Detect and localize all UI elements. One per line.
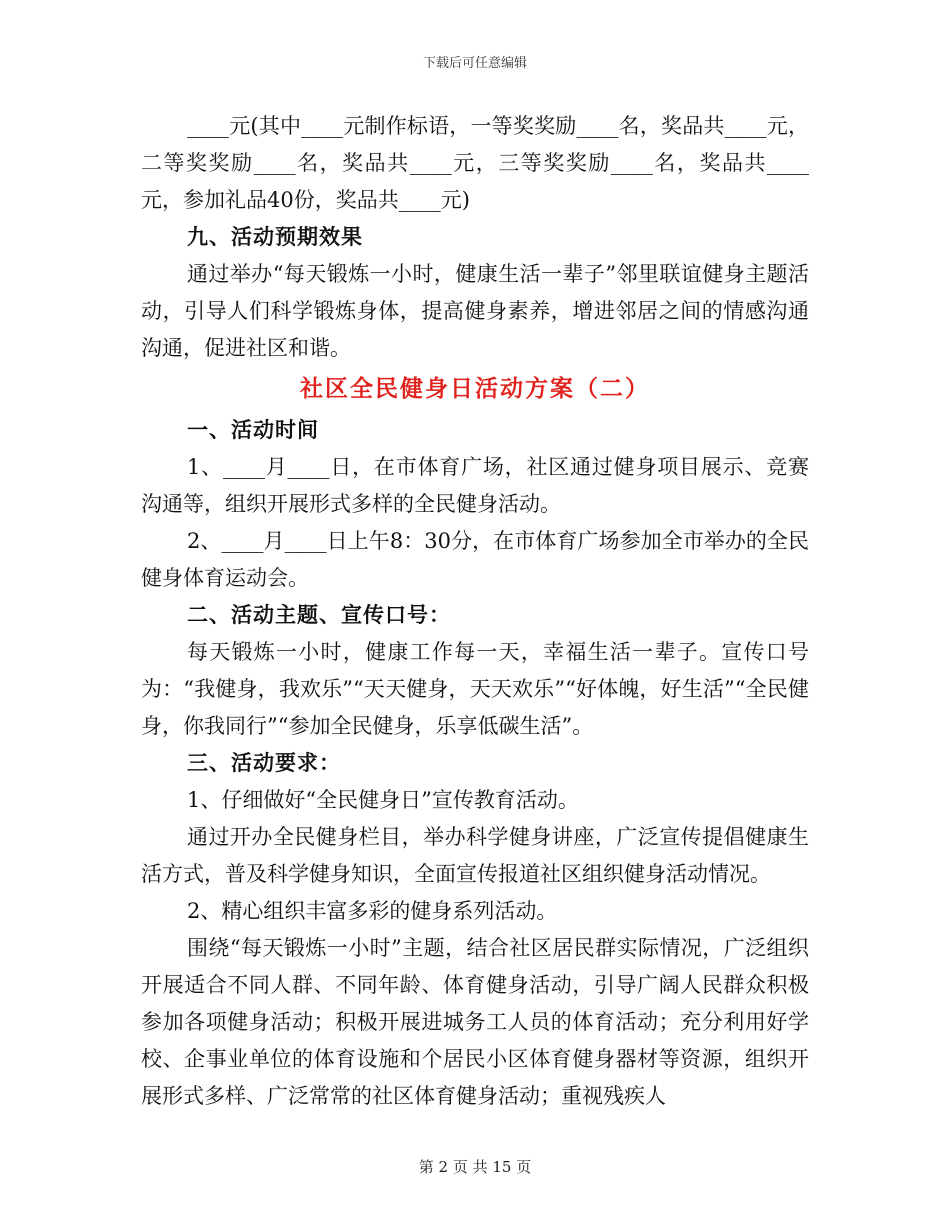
page-header: 下载后可任意编辑 — [422, 56, 527, 71]
requirement-detail-1: 通过开办全民健身栏目，举办科学健身讲座，广泛宣传提倡健康生活方式，普及科学健身知识，全面宣传报道社区组织健身活动情况。 — [141, 825, 809, 886]
section-heading-1: 一、活动时间 — [187, 418, 319, 442]
requirement-item-1: 1、仔细做好“全民健身日”宣传教育活动。 — [187, 788, 579, 812]
document-body — [141, 108, 809, 1115]
requirement-detail-2: 围绕“每天锻炼一小时”主题，结合社区居民群实际情况，广泛组织开展适合不同人群、不同年龄、体育健身活动，引导广阔人民群众积极参加各项健身活动；积极开展进城务工人员的体育活动；充分利用好学校、企事业单位的体育设施和个居民小区体育健身器材等资源，组织开展形式多样、广泛常常的社区体育健身活动；重视残疾人 — [141, 936, 809, 1108]
expected-effect-paragraph: 通过举办“每天锻炼一小时，健康生活一辈子”邻里联谊健身主题活动，引导人们科学锻炼身体，提高健身素养，增进邻居之间的情感沟通沟通，促进社区和谐。 — [141, 262, 809, 360]
section-heading-3: 三、活动要求： — [187, 751, 341, 775]
requirement-item-2: 2、精心组织丰富多彩的健身系列活动。 — [187, 899, 558, 923]
section-heading-2: 二、活动主题、宣传口号： — [187, 603, 451, 627]
document-title: 社区全民健身日活动方案（二） — [300, 376, 650, 402]
time-item-1: 1、____月____日，在市体育广场，社区通过健身项目展示、竞赛沟通等，组织开展形式多样的全民健身活动。 — [141, 455, 809, 516]
time-item-2: 2、____月____日上午8：30分，在市体育广场参加全市举办的全民健身体育运动会。 — [141, 529, 809, 590]
slogan-paragraph: 每天锻炼一小时，健康工作每一天，幸福生活一辈子。宣传口号为：“我健身，我欢乐”“天天健身，天天欢乐”“好体魄，好生活”“全民健身，你我同行”“参加全民健身，乐享低碳生活”。 — [141, 640, 809, 738]
budget-paragraph: ____元(其中____元制作标语，一等奖奖励____名，奖品共____元，二等奖奖励____名，奖品共____元，三等奖奖励____名，奖品共____元，参加礼品40份，奖品共____元) — [141, 114, 809, 212]
page-footer: 第 2 页 共 15 页 — [418, 1158, 532, 1176]
section-heading-9: 九、活动预期效果 — [187, 225, 363, 249]
